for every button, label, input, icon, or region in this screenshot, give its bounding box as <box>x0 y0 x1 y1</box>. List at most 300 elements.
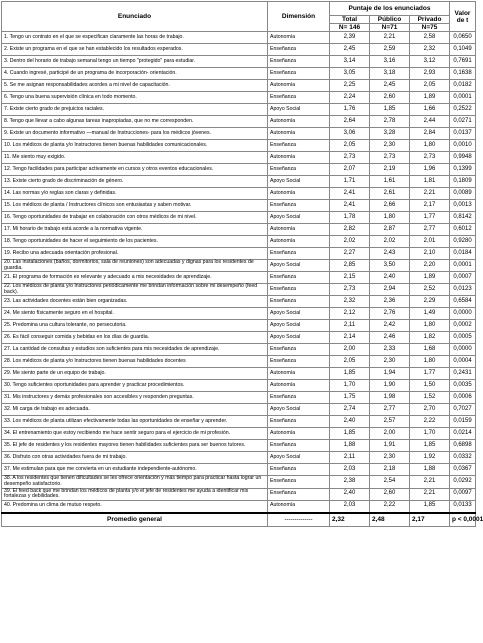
table-row <box>2 404 476 416</box>
row-valor-t: 0,0650 <box>450 32 476 44</box>
row-total: 3,14 <box>330 56 370 68</box>
table-row <box>2 32 476 44</box>
table-row <box>2 392 476 404</box>
row-total: 1,75 <box>330 392 370 404</box>
row-dimension: Apoyo Social <box>268 404 330 416</box>
row-total: 1,85 <box>330 368 370 380</box>
row-total: 2,02 <box>330 236 370 248</box>
row-valor-t: 0,0332 <box>450 452 476 464</box>
header-valor-line1: Valor <box>454 9 471 17</box>
footer-total: 2,32 <box>330 513 370 527</box>
row-dimension: Enseñanza <box>268 416 330 428</box>
row-privado: 1,89 <box>410 272 450 284</box>
table-row <box>2 476 476 488</box>
row-enunciado: 1. Tengo un contrato en el que se especifican claramente las horas de trabajo. <box>2 32 268 44</box>
row-dimension: Autonomía <box>268 224 330 236</box>
row-publico: 2,36 <box>370 296 410 308</box>
row-publico: 2,57 <box>370 416 410 428</box>
row-valor-t: 0,0097 <box>450 488 476 500</box>
row-enunciado: 27. La cantidad de consultas y estudios son suficientes para mis necesidades de aprendizaje. <box>2 344 268 356</box>
row-enunciado: 31. Mis instructores y demás profesionales son accesibles y responden preguntas. <box>2 392 268 404</box>
row-total: 1,78 <box>330 212 370 224</box>
table-row <box>2 296 476 308</box>
row-privado: 2,44 <box>410 116 450 128</box>
row-total: 2,15 <box>330 272 370 284</box>
row-publico: 2,19 <box>370 164 410 176</box>
row-enunciado: 39. El feed back que me brindan los médicos de planta y/o el jefe de residentes me ayuda a identificar mis fortalezas y debilidades. <box>2 488 268 500</box>
row-publico: 2,60 <box>370 92 410 104</box>
row-enunciado: 7. Existe cierto grado de prejuicios raciales. <box>2 104 268 116</box>
row-total: 1,70 <box>330 380 370 392</box>
row-enunciado: 37. Me estimulan para que me convierta en un estudiante independiente-autónomo. <box>2 464 268 476</box>
row-publico: 2,76 <box>370 308 410 320</box>
row-enunciado: 30. Tengo suficientes oportunidades para aprender y practicar procedimientos. <box>2 380 268 392</box>
row-dimension: Autonomía <box>268 188 330 200</box>
row-dimension: Enseñanza <box>268 140 330 152</box>
row-total: 2,24 <box>330 92 370 104</box>
row-dimension: Autonomía <box>268 368 330 380</box>
table-row <box>2 260 476 272</box>
row-enunciado: 28. Los médicos de planta y/o Instructores tienen buenas habilidades docentes <box>2 356 268 368</box>
row-publico: 2,94 <box>370 284 410 296</box>
table-row <box>2 128 476 140</box>
row-dimension: Apoyo Social <box>268 104 330 116</box>
row-dimension: Enseñanza <box>268 464 330 476</box>
row-valor-t: 0,0123 <box>450 284 476 296</box>
row-enunciado: 2. Existe un programa en el que se han establecido los resultados esperados. <box>2 44 268 56</box>
row-dimension: Autonomía <box>268 500 330 513</box>
row-dimension: Enseñanza <box>268 356 330 368</box>
row-privado: 2,22 <box>410 416 450 428</box>
row-publico: 2,30 <box>370 140 410 152</box>
row-valor-t: 0,0000 <box>450 308 476 320</box>
row-total: 2,05 <box>330 140 370 152</box>
row-publico: 1,90 <box>370 380 410 392</box>
table-row <box>2 500 476 513</box>
row-publico: 2,60 <box>370 488 410 500</box>
row-enunciado: 4. Cuando ingresé, participé de un programa de incorporación- orientación. <box>2 68 268 80</box>
row-publico: 2,78 <box>370 116 410 128</box>
row-privado: 1,50 <box>410 380 450 392</box>
row-privado: 1,52 <box>410 392 450 404</box>
header-privado: Privado <box>410 16 450 24</box>
table-row <box>2 44 476 56</box>
row-privado: 1,49 <box>410 308 450 320</box>
row-enunciado: 29. Me siento parte de un equipo de trabajo. <box>2 368 268 380</box>
row-privado: 1,85 <box>410 500 450 513</box>
row-enunciado: 23. Las actividades docentes están bien organizadas. <box>2 296 268 308</box>
row-valor-t: 0,7691 <box>450 56 476 68</box>
table-row <box>2 212 476 224</box>
row-dimension: Enseñanza <box>268 248 330 260</box>
row-privado: 2,52 <box>410 284 450 296</box>
row-total: 2,38 <box>330 476 370 488</box>
row-dimension: Enseñanza <box>268 56 330 68</box>
row-enunciado: 32. Mi carga de trabajo es adecuada. <box>2 404 268 416</box>
row-valor-t: 0,6584 <box>450 296 476 308</box>
row-total: 2,39 <box>330 32 370 44</box>
table-row <box>2 428 476 440</box>
row-valor-t: 0,0002 <box>450 320 476 332</box>
row-dimension: Autonomía <box>268 380 330 392</box>
row-valor-t: 0,0001 <box>450 260 476 272</box>
row-total: 2,03 <box>330 464 370 476</box>
table-body <box>2 32 476 513</box>
table-row <box>2 188 476 200</box>
row-enunciado: 33. Los médicos de planta utilizan efectivamente todas las oportunidades de enseñar y aprender. <box>2 416 268 428</box>
row-valor-t: 0,0000 <box>450 344 476 356</box>
row-publico: 2,18 <box>370 464 410 476</box>
row-publico: 2,54 <box>370 476 410 488</box>
row-valor-t: 0,0182 <box>450 80 476 92</box>
row-privado: 1,88 <box>410 464 450 476</box>
row-privado: 1,92 <box>410 452 450 464</box>
row-total: 2,11 <box>330 320 370 332</box>
row-privado: 1,66 <box>410 104 450 116</box>
table-row <box>2 308 476 320</box>
row-enunciado: 11. Me siento muy exigido. <box>2 152 268 164</box>
row-enunciado: 10. Los médicos de planta y/o Instructores tienen buenas habilidades comunicacionales. <box>2 140 268 152</box>
table-row <box>2 320 476 332</box>
row-total: 1,88 <box>330 440 370 452</box>
row-total: 2,00 <box>330 344 370 356</box>
row-enunciado: 5. Se me asignan responsabilidades acordes a mi nivel de capacitación. <box>2 80 268 92</box>
row-total: 3,05 <box>330 68 370 80</box>
table-row <box>2 140 476 152</box>
table-row <box>2 284 476 296</box>
table-row <box>2 368 476 380</box>
row-privado: 2,21 <box>410 476 450 488</box>
row-privado: 1,96 <box>410 164 450 176</box>
row-valor-t: 0,6012 <box>450 224 476 236</box>
row-publico: 2,87 <box>370 224 410 236</box>
row-enunciado: 15. Los médicos de planta / Instructores clínicos son entusiastas y saben motivar. <box>2 200 268 212</box>
row-dimension: Apoyo Social <box>268 332 330 344</box>
table-row <box>2 68 476 80</box>
row-enunciado: 14. Las normas y/o reglas son claras y definidas. <box>2 188 268 200</box>
row-valor-t: 0,8142 <box>450 212 476 224</box>
row-total: 1,76 <box>330 104 370 116</box>
row-dimension: Enseñanza <box>268 164 330 176</box>
row-dimension: Enseñanza <box>268 44 330 56</box>
row-total: 2,05 <box>330 356 370 368</box>
row-publico: 2,02 <box>370 236 410 248</box>
row-dimension: Autonomía <box>268 128 330 140</box>
row-valor-t: 0,2431 <box>450 368 476 380</box>
row-privado: 1,85 <box>410 440 450 452</box>
row-privado: 2,21 <box>410 188 450 200</box>
row-privado: 2,32 <box>410 44 450 56</box>
row-privado: 1,82 <box>410 332 450 344</box>
row-publico: 3,16 <box>370 56 410 68</box>
row-valor-t: 0,0089 <box>450 188 476 200</box>
table-row <box>2 104 476 116</box>
row-publico: 1,61 <box>370 176 410 188</box>
table-row <box>2 344 476 356</box>
row-publico: 2,73 <box>370 152 410 164</box>
header-puntaje: Puntaje de los enunciados <box>330 2 450 16</box>
row-publico: 1,80 <box>370 212 410 224</box>
row-publico: 1,98 <box>370 392 410 404</box>
row-enunciado: 20. Las instalaciones (baños, dormitorios, sala de reuniones) son adecuadas y dignas para los residentes de guardia. <box>2 260 268 272</box>
row-publico: 2,43 <box>370 248 410 260</box>
row-publico: 1,85 <box>370 104 410 116</box>
row-enunciado: 8. Tengo que llevar a cabo algunas tareas inapropiadas, que no me corresponden. <box>2 116 268 128</box>
row-privado: 1,80 <box>410 320 450 332</box>
row-dimension: Enseñanza <box>268 488 330 500</box>
table-row <box>2 236 476 248</box>
row-total: 2,40 <box>330 416 370 428</box>
row-publico: 2,30 <box>370 452 410 464</box>
row-publico: 1,91 <box>370 440 410 452</box>
table-row <box>2 224 476 236</box>
table-row <box>2 380 476 392</box>
table-row <box>2 488 476 500</box>
row-valor-t: 0,6898 <box>450 440 476 452</box>
row-dimension: Enseñanza <box>268 440 330 452</box>
row-publico: 2,30 <box>370 356 410 368</box>
row-total: 2,14 <box>330 332 370 344</box>
table-row <box>2 152 476 164</box>
table-row <box>2 116 476 128</box>
row-privado: 1,68 <box>410 344 450 356</box>
row-valor-t: 0,0004 <box>450 356 476 368</box>
footer-label: Promedio general <box>2 513 268 527</box>
row-publico: 2,40 <box>370 272 410 284</box>
row-dimension: Autonomía <box>268 80 330 92</box>
row-privado: 2,93 <box>410 68 450 80</box>
row-valor-t: 0,0005 <box>450 332 476 344</box>
row-enunciado: 21. El programa de formación es relevante y adecuado a mis necesidades de aprendizaje. <box>2 272 268 284</box>
row-privado: 2,10 <box>410 248 450 260</box>
row-publico: 3,28 <box>370 128 410 140</box>
row-enunciado: 40. Predomina un clima de mutuo respeto. <box>2 500 268 513</box>
row-total: 2,07 <box>330 164 370 176</box>
row-valor-t: 0,2522 <box>450 104 476 116</box>
row-valor-t: 0,0013 <box>450 200 476 212</box>
row-total: 2,64 <box>330 116 370 128</box>
footer-row <box>2 513 476 527</box>
row-dimension: Autonomía <box>268 32 330 44</box>
table-row <box>2 56 476 68</box>
row-enunciado: 13. Existe cierto grado de discriminación de género. <box>2 176 268 188</box>
row-valor-t: 0,1049 <box>450 44 476 56</box>
row-dimension: Apoyo Social <box>268 452 330 464</box>
row-valor-t: 0,0007 <box>450 272 476 284</box>
row-dimension: Enseñanza <box>268 296 330 308</box>
row-publico: 3,50 <box>370 260 410 272</box>
row-enunciado: 18. Tengo oportunidades de hacer el seguimiento de los pacientes. <box>2 236 268 248</box>
row-total: 2,40 <box>330 488 370 500</box>
row-privado: 1,80 <box>410 140 450 152</box>
row-dimension: Autonomía <box>268 116 330 128</box>
row-privado: 2,77 <box>410 224 450 236</box>
row-enunciado: 38. A los residentes que tienen dificultades se les ofrece orientación y más tiempo para practicar hasta lograr un desempeño satisfactorio. <box>2 476 268 488</box>
row-privado: 2,01 <box>410 236 450 248</box>
row-enunciado: 6. Tengo una buena supervisión clínica en todo momento. <box>2 92 268 104</box>
row-valor-t: 0,0367 <box>450 464 476 476</box>
row-enunciado: 22. Los médicos de planta y/o Instructores periódicamente me brindan información sobre mi desempeño (feed back). <box>2 284 268 296</box>
table-row <box>2 440 476 452</box>
table-row <box>2 164 476 176</box>
row-privado: 2,73 <box>410 152 450 164</box>
row-total: 1,71 <box>330 176 370 188</box>
row-total: 2,27 <box>330 248 370 260</box>
row-privado: 3,12 <box>410 56 450 68</box>
row-valor-t: 0,7027 <box>450 404 476 416</box>
row-total: 2,85 <box>330 260 370 272</box>
row-enunciado: 12. Tengo facilidades para participar activamente en cursos y otros eventos educacionales. <box>2 164 268 176</box>
row-total: 3,06 <box>330 128 370 140</box>
header-n-privado: N=75 <box>410 24 450 32</box>
footer-privado: 2,17 <box>410 513 450 527</box>
row-dimension: Apoyo Social <box>268 176 330 188</box>
row-enunciado: 24. Me siento físicamente seguro en el hospital. <box>2 308 268 320</box>
table-row <box>2 176 476 188</box>
row-total: 2,82 <box>330 224 370 236</box>
row-valor-t: 0,0271 <box>450 116 476 128</box>
row-total: 2,73 <box>330 284 370 296</box>
row-valor-t: 0,0035 <box>450 380 476 392</box>
header-publico: Público <box>370 16 410 24</box>
row-enunciado: 26. Es fácil conseguir comida y bebidas en los días de guardia. <box>2 332 268 344</box>
row-dimension: Enseñanza <box>268 392 330 404</box>
row-valor-t: 0,1399 <box>450 164 476 176</box>
row-privado: 1,89 <box>410 92 450 104</box>
row-privado: 1,80 <box>410 356 450 368</box>
header-total: Total <box>330 16 370 24</box>
table-row <box>2 248 476 260</box>
table-row <box>2 332 476 344</box>
row-dimension: Autonomía <box>268 152 330 164</box>
row-dimension: Enseñanza <box>268 200 330 212</box>
row-dimension: Enseñanza <box>268 92 330 104</box>
row-enunciado: 36. Disfruto con otras actividades fuera de mi trabajo. <box>2 452 268 464</box>
row-enunciado: 34. El entrenamiento que estoy recibiendo me hace sentir seguro para el ejercicio de mi profesión. <box>2 428 268 440</box>
table-row <box>2 452 476 464</box>
table-row <box>2 80 476 92</box>
header-enunciado: Enunciado <box>2 2 268 32</box>
row-privado: 1,77 <box>410 368 450 380</box>
row-publico: 2,22 <box>370 500 410 513</box>
table-row <box>2 356 476 368</box>
row-publico: 2,00 <box>370 428 410 440</box>
row-dimension: Enseñanza <box>268 272 330 284</box>
row-dimension: Enseñanza <box>268 476 330 488</box>
row-enunciado: 19. Recibo una adecuada orientación profesional. <box>2 248 268 260</box>
table-row <box>2 272 476 284</box>
footer-t: p < 0,0001 <box>450 513 476 527</box>
row-privado: 2,29 <box>410 296 450 308</box>
row-privado: 1,81 <box>410 176 450 188</box>
row-privado: 2,21 <box>410 488 450 500</box>
row-publico: 1,94 <box>370 368 410 380</box>
row-total: 2,03 <box>330 500 370 513</box>
row-publico: 2,77 <box>370 404 410 416</box>
row-privado: 2,20 <box>410 260 450 272</box>
row-dimension: Enseñanza <box>268 284 330 296</box>
row-privado: 2,70 <box>410 404 450 416</box>
row-dimension: Apoyo Social <box>268 320 330 332</box>
table-row <box>2 416 476 428</box>
row-valor-t: 0,0001 <box>450 92 476 104</box>
footer-dimension: -------------- <box>268 513 330 527</box>
row-valor-t: 0,9280 <box>450 236 476 248</box>
header-valor-t <box>450 2 476 32</box>
row-publico: 2,61 <box>370 188 410 200</box>
row-enunciado: 3. Dentro del horario de trabajo semanal tengo un tiempo "protegido" para estudiar. <box>2 56 268 68</box>
row-publico: 2,46 <box>370 332 410 344</box>
row-total: 2,41 <box>330 188 370 200</box>
survey-table <box>1 1 483 527</box>
row-privado: 2,05 <box>410 80 450 92</box>
row-dimension: Apoyo Social <box>268 260 330 272</box>
row-total: 2,41 <box>330 200 370 212</box>
table-row <box>2 92 476 104</box>
row-valor-t: 0,0159 <box>450 416 476 428</box>
row-total: 2,73 <box>330 152 370 164</box>
row-enunciado: 17. Mi horario de trabajo está acorde a la normativa vigente. <box>2 224 268 236</box>
row-enunciado: 25. Predomina una cultura tolerante, no persecutoria. <box>2 320 268 332</box>
row-publico: 2,21 <box>370 32 410 44</box>
row-publico: 3,18 <box>370 68 410 80</box>
header-n-total: N= 146 <box>330 24 370 32</box>
row-publico: 2,59 <box>370 44 410 56</box>
row-dimension: Apoyo Social <box>268 212 330 224</box>
row-valor-t: 0,0184 <box>450 248 476 260</box>
row-dimension: Autonomía <box>268 428 330 440</box>
row-enunciado: 16. Tengo oportunidades de trabajar en colaboración con otros médicos de mi nivel. <box>2 212 268 224</box>
row-valor-t: 0,1809 <box>450 176 476 188</box>
row-total: 2,32 <box>330 296 370 308</box>
row-total: 2,74 <box>330 404 370 416</box>
row-dimension: Autonomía <box>268 236 330 248</box>
row-valor-t: 0,1638 <box>450 68 476 80</box>
footer-publico: 2,48 <box>370 513 410 527</box>
row-total: 2,25 <box>330 80 370 92</box>
header-n-publico: N=71 <box>370 24 410 32</box>
row-valor-t: 0,9948 <box>450 152 476 164</box>
row-dimension: Apoyo Social <box>268 308 330 320</box>
row-enunciado: 35. El jefe de residentes y los residentes mayores tienen habilidades suficientes para ser buenos tutores. <box>2 440 268 452</box>
row-privado: 2,58 <box>410 32 450 44</box>
table-row <box>2 464 476 476</box>
row-privado: 1,70 <box>410 428 450 440</box>
row-valor-t: 0,0010 <box>450 140 476 152</box>
row-dimension: Enseñanza <box>268 344 330 356</box>
row-valor-t: 0,0137 <box>450 128 476 140</box>
header-dimension: Dimensión <box>268 2 330 32</box>
row-total: 2,12 <box>330 308 370 320</box>
row-publico: 2,66 <box>370 200 410 212</box>
row-privado: 1,77 <box>410 212 450 224</box>
header-valor-line2: de t <box>456 16 469 24</box>
row-publico: 2,45 <box>370 80 410 92</box>
row-valor-t: 0,0214 <box>450 428 476 440</box>
row-privado: 2,84 <box>410 128 450 140</box>
row-publico: 2,33 <box>370 344 410 356</box>
row-privado: 2,17 <box>410 200 450 212</box>
row-valor-t: 0,0006 <box>450 392 476 404</box>
row-total: 1,85 <box>330 428 370 440</box>
row-enunciado: 9. Existe un documento informativo —manual de Instrucciones- para los médicos jóvenes. <box>2 128 268 140</box>
row-total: 2,45 <box>330 44 370 56</box>
table-row <box>2 200 476 212</box>
row-total: 2,11 <box>330 452 370 464</box>
row-publico: 2,42 <box>370 320 410 332</box>
row-valor-t: 0,0133 <box>450 500 476 513</box>
row-valor-t: 0,0292 <box>450 476 476 488</box>
